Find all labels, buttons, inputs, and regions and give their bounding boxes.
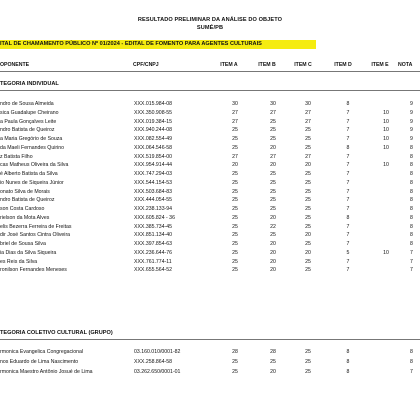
section-divider	[0, 339, 420, 340]
table-row	[0, 359, 420, 367]
table-row	[0, 224, 420, 232]
cell-cpf: XXX.064.546-58	[134, 144, 173, 151]
header-divider	[0, 71, 420, 72]
cell-name: rmonica Evangelica Congregacional	[0, 349, 84, 355]
cell-d: 5	[346, 249, 350, 256]
cell-b: 22	[270, 223, 276, 230]
cell-nota: 8	[410, 214, 413, 221]
cell-a: 25	[232, 223, 238, 230]
table-row	[0, 250, 420, 258]
cell-e: 10	[383, 118, 389, 125]
cell-c: 20	[305, 162, 311, 169]
cell-nota: 8	[410, 241, 413, 247]
cell-b: 25	[270, 179, 276, 186]
cell-e: 10	[383, 109, 389, 116]
cell-d: 7	[346, 109, 350, 116]
cell-b: 27	[270, 109, 276, 116]
table-row	[0, 127, 420, 135]
edital-banner	[0, 40, 316, 49]
cell-c: 25	[305, 267, 311, 274]
cell-cpf: XXX.385.734-45	[134, 223, 173, 230]
cell-a: 25	[232, 267, 238, 274]
cell-nota: 8	[410, 206, 413, 212]
cell-nota: 9	[410, 101, 413, 107]
cell-b: 20	[270, 249, 276, 256]
cell-c: 20	[305, 232, 311, 239]
cell-cpf: 03.160.010/0001-82	[134, 349, 181, 355]
cell-c: 25	[305, 171, 311, 177]
cell-a: 25	[232, 258, 238, 265]
cell-c: 25	[305, 349, 311, 355]
cell-name: rmonica Maestro Antônio Josué de Lima	[0, 369, 93, 375]
cell-name: cas Matheus Oliveira da Silva	[0, 162, 69, 169]
table-row	[0, 349, 420, 357]
cell-c: 25	[305, 127, 311, 134]
cell-b: 20	[270, 241, 276, 247]
cell-name: a Maria Gregório de Souza	[0, 136, 63, 142]
cell-nota: 8	[410, 188, 413, 195]
cell-nota: 8	[410, 232, 413, 239]
cell-c: 25	[305, 144, 311, 151]
cell-nota: 8	[410, 179, 413, 186]
cell-a: 25	[232, 144, 238, 151]
cell-a: 28	[232, 349, 238, 355]
cell-c: 25	[305, 369, 311, 375]
cell-b: 30	[270, 101, 276, 107]
col-header-nota: NOTA	[398, 62, 413, 68]
cell-name: da Maeli Fernandes Quirino	[0, 144, 65, 151]
cell-cpf: XXX.544.154-53	[134, 179, 173, 186]
cell-name: dir José Santos Cintra Oliveira	[0, 232, 71, 239]
cell-b: 20	[270, 214, 276, 221]
cell-nota: 8	[410, 349, 413, 355]
cell-d: 8	[346, 214, 350, 221]
table-row	[0, 267, 420, 275]
cell-name: é Alberto Batista da Silva	[0, 171, 58, 177]
cell-c: 25	[305, 136, 311, 142]
cell-a: 25	[232, 249, 238, 256]
cell-name: rielson da Mota Alves	[0, 214, 50, 221]
cell-a: 25	[232, 241, 238, 247]
cell-cpf: XXX.851.134-40	[134, 232, 173, 239]
table-row	[0, 189, 420, 197]
cell-name: elis Bezerra Ferreira de Freitas	[0, 223, 72, 230]
cell-d: 7	[346, 197, 350, 204]
cell-b: 25	[270, 197, 276, 204]
col-header-item-d: ITEM D	[334, 62, 352, 68]
cell-cpf: XXX.019.384-15	[134, 118, 173, 125]
cell-cpf: XXX.940.244-08	[134, 127, 173, 134]
cell-d: 8	[346, 369, 350, 375]
cell-cpf: XXX.350.908-55	[134, 109, 173, 116]
cell-nota: 8	[410, 223, 413, 230]
cell-a: 27	[232, 118, 238, 125]
cell-name: sica Guadalupe Cheirano	[0, 109, 59, 116]
table-row	[0, 197, 420, 205]
table-row	[0, 215, 420, 223]
cell-b: 27	[270, 153, 276, 160]
cell-d: 7	[346, 258, 350, 265]
cell-a: 25	[232, 136, 238, 142]
table-row	[0, 180, 420, 188]
section-title: TEGORIA INDIVIDUAL	[0, 81, 59, 87]
cell-nota: 8	[410, 162, 413, 169]
table-row	[0, 145, 420, 153]
cell-b: 20	[270, 267, 276, 274]
cell-nota: 9	[410, 109, 413, 116]
cell-name: ndro de Sousa Almeida	[0, 101, 54, 107]
cell-b: 25	[270, 359, 276, 365]
cell-name: a Paula Gonçalves Leite	[0, 118, 57, 125]
table-row	[0, 171, 420, 179]
cell-cpf: XXX.747.294-03	[134, 171, 173, 177]
cell-b: 25	[270, 127, 276, 134]
cell-name: ndro Batista de Queiroz	[0, 127, 55, 134]
cell-name: ndro Batista de Queiroz	[0, 197, 55, 204]
cell-b: 25	[270, 171, 276, 177]
cell-e: 10	[383, 162, 389, 169]
cell-d: 7	[346, 136, 350, 142]
table-row	[0, 206, 420, 214]
cell-a: 27	[232, 153, 238, 160]
cell-b: 20	[270, 258, 276, 265]
cell-nota: 8	[410, 153, 413, 160]
cell-d: 8	[346, 144, 350, 151]
cell-name: es Reis da Silva	[0, 258, 38, 265]
cell-d: 8	[346, 349, 350, 355]
cell-a: 25	[232, 369, 238, 375]
cell-e: 10	[383, 144, 389, 151]
cell-nota: 8	[410, 171, 413, 177]
cell-d: 7	[346, 171, 350, 177]
cell-cpf: 03.262.650/0001-01	[134, 369, 181, 375]
cell-b: 25	[270, 136, 276, 142]
cell-nota: 7	[410, 267, 413, 274]
cell-c: 25	[305, 258, 311, 265]
cell-d: 7	[346, 241, 350, 247]
cell-nota: 7	[410, 249, 413, 256]
cell-d: 7	[346, 118, 350, 125]
cell-a: 20	[232, 162, 238, 169]
cell-name: onato Silva de Morais	[0, 188, 50, 195]
cell-c: 25	[305, 197, 311, 204]
cell-d: 7	[346, 179, 350, 186]
cell-cpf: XXX.519.854-00	[134, 153, 173, 160]
cell-a: 25	[232, 197, 238, 204]
cell-a: 25	[232, 214, 238, 221]
table-row	[0, 259, 420, 267]
cell-name: ia Dias da Silva Siqueira	[0, 249, 57, 256]
cell-nota: 8	[410, 197, 413, 204]
cell-d: 7	[346, 188, 350, 195]
cell-d: 7	[346, 206, 350, 212]
cell-nota: 8	[410, 144, 413, 151]
cell-cpf: XXX.655.564-52	[134, 267, 173, 274]
cell-b: 25	[270, 206, 276, 212]
cell-d: 7	[346, 153, 350, 160]
cell-c: 20	[305, 249, 311, 256]
cell-nota: 9	[410, 136, 413, 142]
cell-cpf: XXX.954.914-44	[134, 162, 173, 169]
cell-c: 30	[305, 101, 311, 107]
section-divider	[0, 90, 420, 91]
cell-d: 7	[346, 127, 350, 134]
col-header-item-b: ITEM B	[258, 62, 276, 68]
col-header-item-e: ITEM E	[371, 62, 389, 68]
cell-nota: 9	[410, 127, 413, 134]
cell-a: 25	[232, 206, 238, 212]
cell-a: 25	[232, 232, 238, 239]
table-row	[0, 241, 420, 249]
document-title: RESULTADO PRELIMINAR DA ANÁLISE DO OBJETO	[137, 17, 283, 23]
cell-name: z Batista Filho	[0, 153, 33, 160]
cell-cpf: XXX.444.054-55	[134, 197, 173, 204]
cell-c: 25	[305, 206, 311, 212]
cell-b: 25	[270, 118, 276, 125]
cell-cpf: XXX.015.984-08	[134, 101, 173, 107]
cell-name: briel de Sousa Silva	[0, 241, 46, 247]
cell-cpf: XXX.236.644-76	[134, 249, 173, 256]
cell-a: 25	[232, 171, 238, 177]
cell-c: 27	[305, 109, 311, 116]
cell-a: 25	[232, 179, 238, 186]
cell-nota: 8	[410, 359, 413, 365]
cell-e: 10	[383, 249, 389, 256]
cell-d: 7	[346, 162, 350, 169]
table-row	[0, 154, 420, 162]
cell-b: 20	[270, 144, 276, 151]
edital-banner-text: ITAL DE CHAMAMENTO PÚBLICO Nº 01/2024 - EDITAL DE FOMENTO PARA AGENTES CULTURAIS	[0, 41, 262, 47]
cell-e: 10	[383, 136, 389, 142]
table-row	[0, 136, 420, 144]
col-header-item-c: ITEM C	[294, 62, 312, 68]
cell-c: 25	[305, 241, 311, 247]
cell-c: 27	[305, 118, 311, 125]
document-location: SUMÉ/PB	[196, 25, 224, 31]
cell-name: io Nunes de Siqueira Júnior	[0, 179, 64, 186]
cell-cpf: XXX.258.864-58	[134, 359, 173, 365]
cell-d: 7	[346, 223, 350, 230]
cell-nota: 9	[410, 118, 413, 125]
table-row	[0, 162, 420, 170]
section-title: TEGORIA COLETIVO CULTURAL (GRUPO)	[0, 330, 113, 336]
cell-b: 25	[270, 232, 276, 239]
cell-d: 8	[346, 359, 350, 365]
table-row	[0, 119, 420, 127]
cell-cpf: XXX.082.554-49	[134, 136, 173, 142]
cell-b: 20	[270, 162, 276, 169]
cell-cpf: XXX.761.774-11	[134, 258, 172, 265]
table-row	[0, 101, 420, 109]
cell-a: 27	[232, 109, 238, 116]
cell-b: 20	[270, 369, 276, 375]
cell-b: 25	[270, 188, 276, 195]
cell-d: 8	[346, 101, 350, 107]
table-row	[0, 369, 420, 377]
cell-d: 7	[346, 267, 350, 274]
col-header-cpf: CPF/CNPJ	[133, 62, 159, 68]
table-row	[0, 110, 420, 118]
cell-cpf: XXX.605.824 - 36	[134, 214, 175, 221]
cell-c: 27	[305, 153, 311, 160]
cell-cpf: XXX.503.684-83	[134, 188, 173, 195]
cell-c: 25	[305, 359, 311, 365]
cell-name: ronilson Fernandes Meneses	[0, 267, 67, 274]
cell-cpf: XXX.397.854-63	[134, 241, 173, 247]
cell-nota: 7	[410, 258, 413, 265]
cell-c: 25	[305, 179, 311, 186]
cell-a: 25	[232, 188, 238, 195]
col-header-oponente: OPONENTE	[0, 62, 30, 68]
cell-cpf: XXX.238.133-94	[134, 206, 173, 212]
cell-a: 25	[232, 127, 238, 134]
cell-c: 25	[305, 188, 311, 195]
table-row	[0, 232, 420, 240]
cell-c: 25	[305, 223, 311, 230]
cell-b: 28	[270, 349, 276, 355]
cell-name: nos Eduardo de Lima Nascimento	[0, 359, 79, 365]
cell-a: 30	[232, 101, 238, 107]
cell-e: 10	[383, 127, 389, 134]
table-header	[0, 60, 420, 70]
cell-c: 25	[305, 214, 311, 221]
cell-nota: 7	[410, 369, 413, 375]
cell-d: 7	[346, 232, 350, 239]
col-header-item-a: ITEM A	[220, 62, 238, 68]
cell-name: son Costa Cardoso	[0, 206, 45, 212]
cell-a: 25	[232, 359, 238, 365]
